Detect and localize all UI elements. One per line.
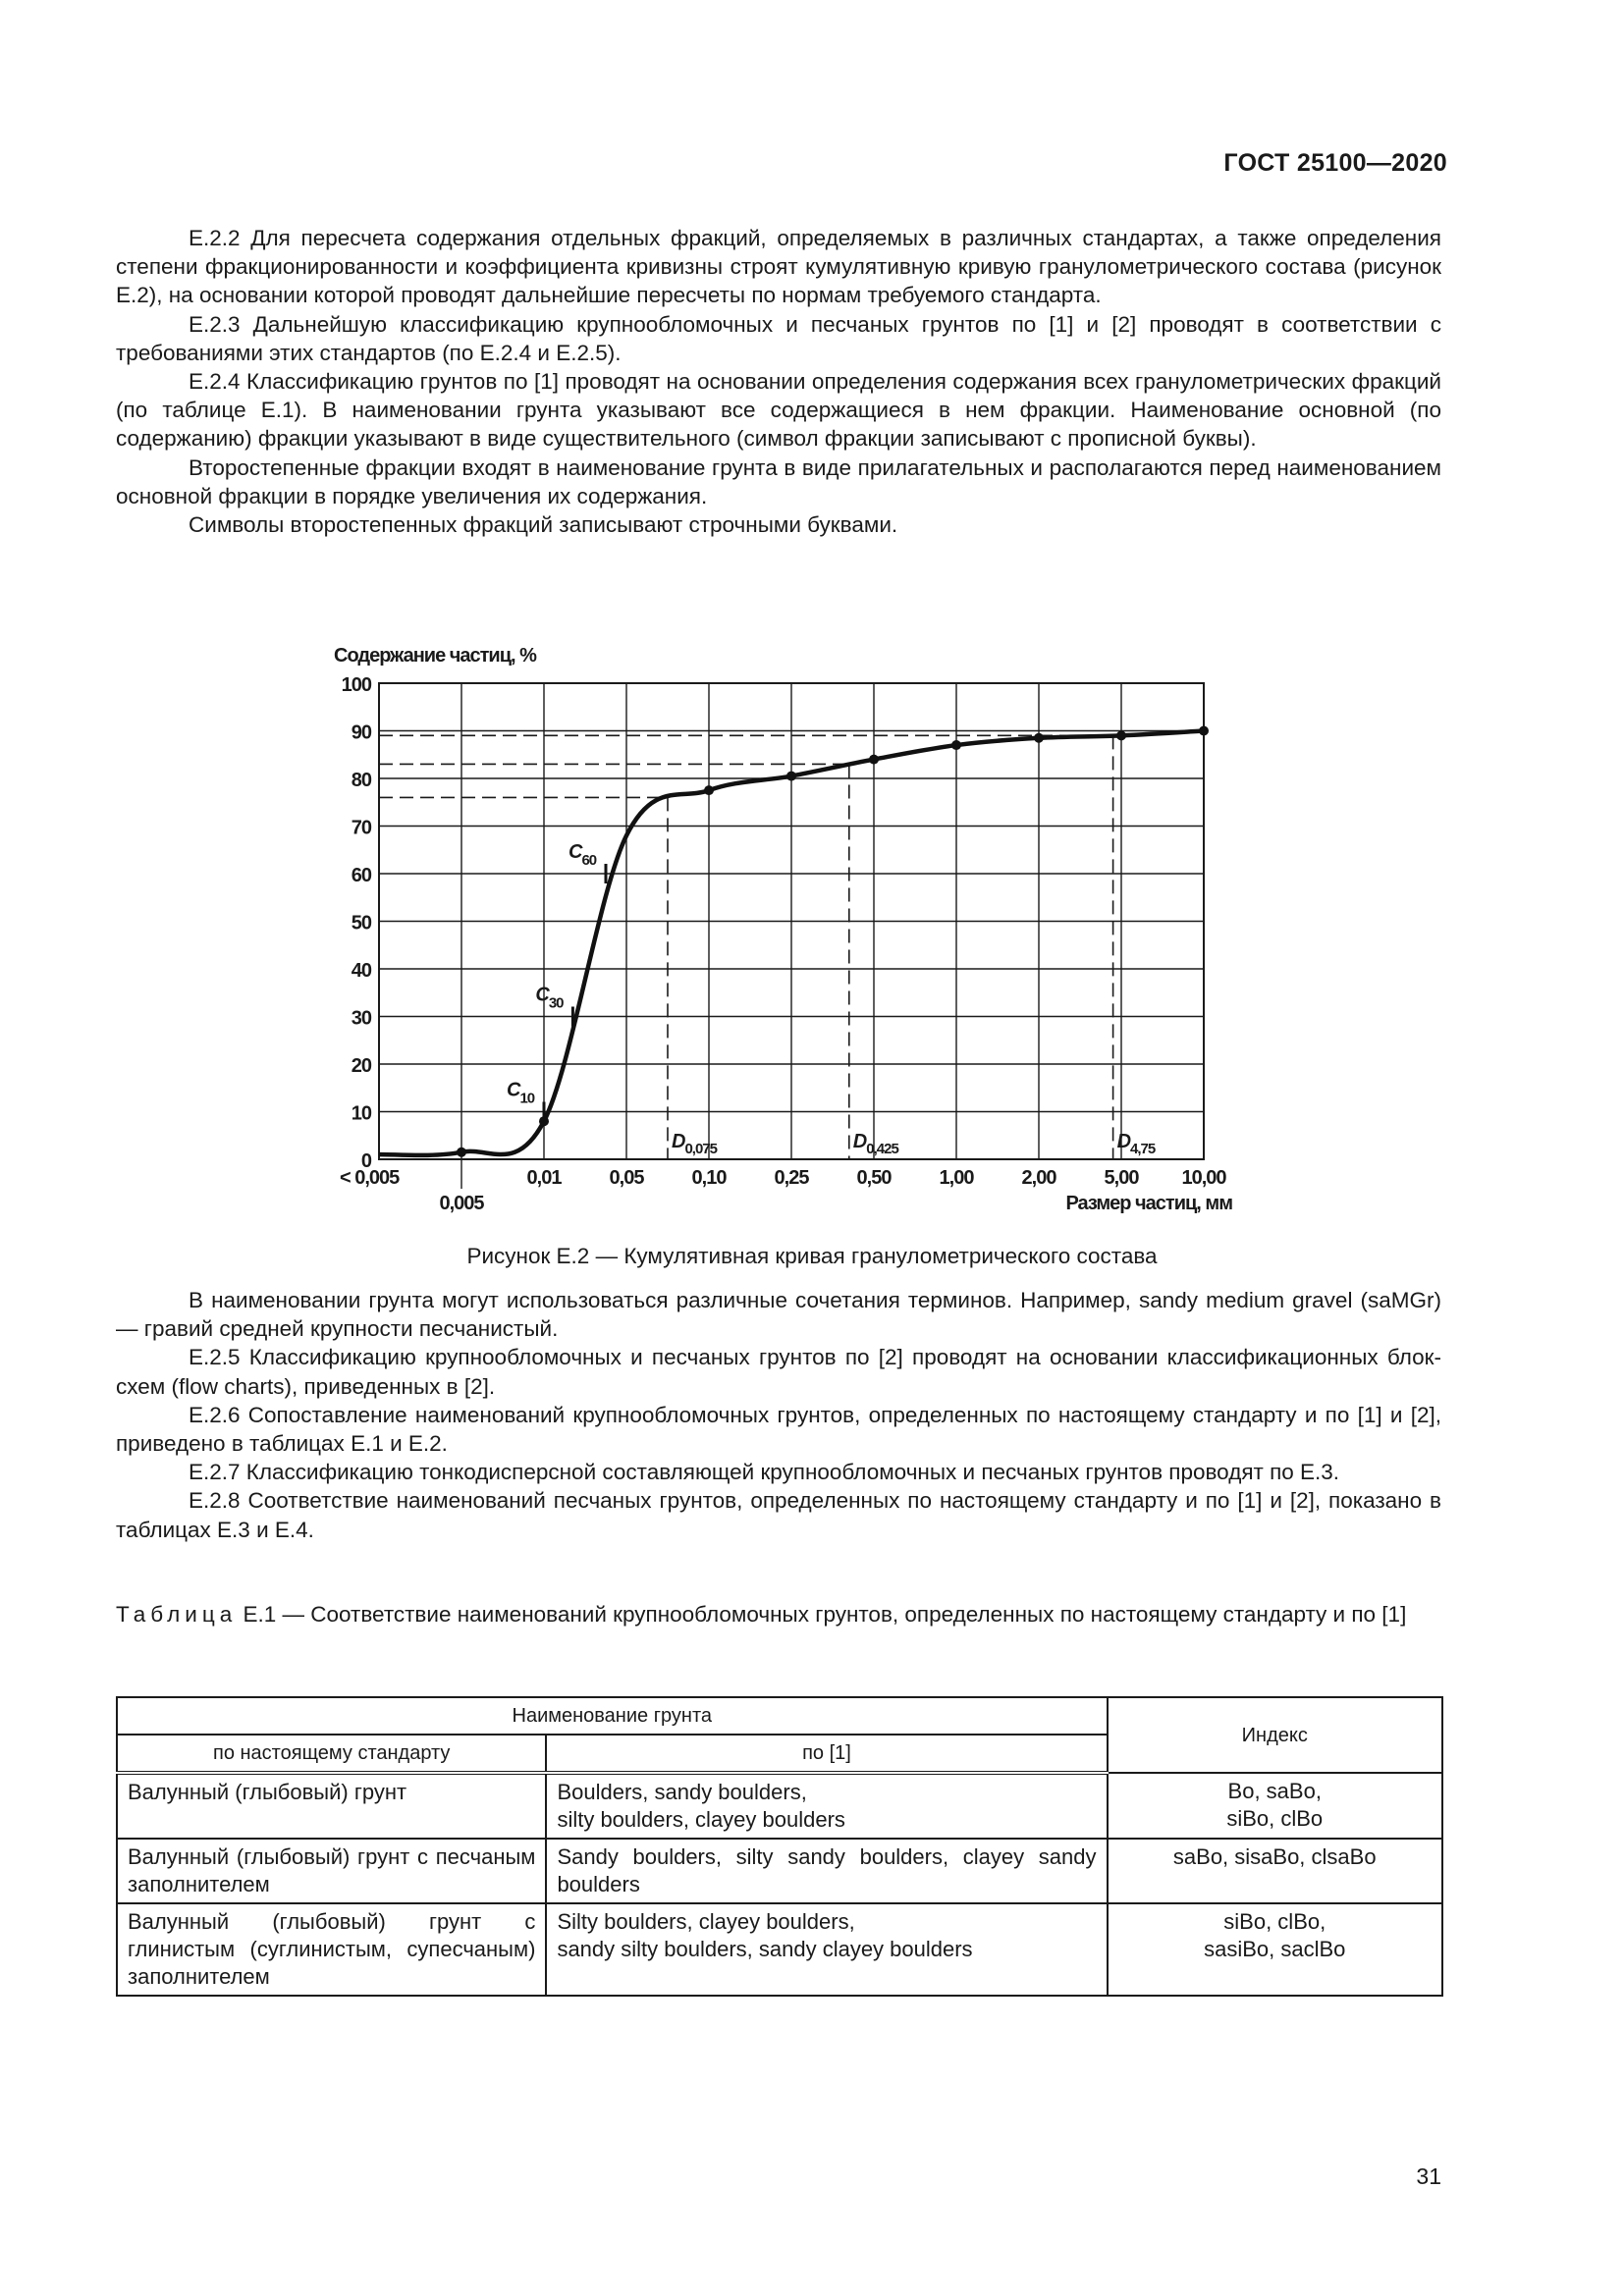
document-header: ГОСТ 25100—2020 bbox=[1223, 149, 1447, 177]
x-tick-label: 1,00 bbox=[939, 1167, 974, 1189]
paragraph: Е.2.2 Для пересчета содержания отдельных фракций, определяемых в различных стандартах, а также определения степени фракционированности и коэффициента кривизны строят кумулятивную кривую гранулометрического состава (рисунок Е.2), на основании которой проводят дальнейшие пересчеты по нормам требуемого стандарта. bbox=[116, 226, 1441, 308]
table-head-index: Индекс bbox=[1108, 1697, 1443, 1773]
guide-label-sub: 0,425 bbox=[866, 1141, 898, 1157]
y-tick-label: 90 bbox=[351, 721, 371, 744]
marker-label: $C_{60}$ bbox=[568, 841, 597, 869]
paragraph: Символы второстепенных фракций записывают строчными буквами. bbox=[189, 512, 898, 538]
marker-label-sub: 30 bbox=[548, 994, 564, 1012]
paragraph: Е.2.8 Соответствие наименований песчаных грунтов, определенных по настоящему стандарту и по [1] и [2], показано в таблицах Е.3 и Е.4. bbox=[116, 1488, 1441, 1542]
data-point bbox=[869, 755, 879, 765]
paragraph: Е.2.3 Дальнейшую классификацию крупнообломочных и песчаных грунтов по [1] и [2] проводят в соответствии с требованиями этих стандартов (по Е.2.4 и Е.2.5). bbox=[116, 311, 1441, 365]
guide-label: $D_{0,425}$ bbox=[852, 1131, 898, 1157]
data-point bbox=[704, 785, 714, 795]
cell-ours: Валунный (глыбовый) грунт с песчаным заполнителем bbox=[117, 1839, 546, 1903]
paragraph: Второстепенные фракции входят в наименование грунта в виде прилагательных и располагаются перед наименованием основной фракции в порядке увеличения их содержания. bbox=[116, 454, 1441, 508]
paragraph: Е.2.6 Сопоставление наименований крупнообломочных грунтов, определенных по настоящему стандарту и по [1] и [2], приведено в таблицах Е.1 и Е.2. bbox=[116, 1402, 1441, 1457]
table-row bbox=[117, 1839, 1442, 1903]
y-tick-label: 80 bbox=[351, 770, 371, 791]
x-tick-label: 0,25 bbox=[774, 1167, 809, 1189]
table-row bbox=[117, 1903, 1442, 1996]
y-tick-label: 10 bbox=[351, 1102, 371, 1125]
table-row bbox=[117, 1773, 1442, 1839]
x-tick-label: 0,50 bbox=[856, 1167, 892, 1189]
guide-label: $D_{0,075}$ bbox=[672, 1131, 717, 1157]
x-tick-label: 0,01 bbox=[526, 1167, 562, 1189]
cell-ours: Валунный (глыбовый) грунт с глинистым (суглинистым, супесчаным) заполнителем bbox=[117, 1903, 546, 1996]
y-tick-label: 70 bbox=[351, 817, 371, 839]
x-tick-label: 2,00 bbox=[1021, 1167, 1056, 1189]
data-point bbox=[951, 740, 961, 750]
x-tick-label: 0,05 bbox=[609, 1167, 644, 1189]
y-tick-label: 30 bbox=[351, 1007, 371, 1030]
y-axis-title: Содержание частиц, % bbox=[334, 645, 536, 667]
cumulative-curve-chart bbox=[295, 618, 1257, 1237]
guide-label-sub: 4,75 bbox=[1130, 1141, 1156, 1157]
y-tick-label: 60 bbox=[351, 865, 371, 886]
x-tick-label: < 0,005 bbox=[340, 1167, 400, 1189]
cell-index: Bo, saBo, siBo, clBo bbox=[1108, 1773, 1443, 1839]
x-tick-label: 5,00 bbox=[1104, 1167, 1139, 1189]
data-point bbox=[457, 1148, 466, 1157]
y-tick-label: 40 bbox=[351, 960, 371, 982]
y-tick-label: 0 bbox=[360, 1150, 371, 1172]
classification-table bbox=[116, 1696, 1443, 1997]
guide-label-sub: 0,075 bbox=[684, 1141, 717, 1157]
data-point bbox=[1199, 726, 1209, 736]
chart-svg bbox=[295, 618, 1257, 1237]
marker-label-sub: 60 bbox=[581, 852, 597, 869]
data-point bbox=[786, 772, 796, 781]
x-axis-title: Размер частиц, мм bbox=[1065, 1193, 1232, 1214]
figure-caption: Рисунок Е.2 — Кумулятивная кривая гранулометрического состава bbox=[466, 1244, 1158, 1268]
paragraph: Е.2.5 Классификацию крупнообломочных и песчаных грунтов по [2] проводят на основании классификационных блок-схем (flow charts), приведенных в [2]. bbox=[116, 1345, 1441, 1399]
table-head-ours: по настоящему стандарту bbox=[117, 1735, 546, 1773]
table-caption-label: Таблица bbox=[116, 1602, 238, 1627]
table-head-group: Наименование грунта bbox=[117, 1697, 1108, 1735]
guide-label: $D_{4,75}$ bbox=[1116, 1131, 1156, 1157]
data-point bbox=[1034, 733, 1044, 743]
cell-ref: Sandy boulders, silty sandy boulders, clayey sandy boulders bbox=[546, 1839, 1107, 1903]
y-tick-label: 100 bbox=[341, 674, 371, 696]
y-tick-label: 20 bbox=[351, 1055, 371, 1077]
x-tick-label: 10,00 bbox=[1181, 1167, 1226, 1189]
body-text-top bbox=[116, 224, 1441, 539]
table-head-ref: по [1] bbox=[546, 1735, 1107, 1773]
y-tick-label: 50 bbox=[351, 912, 371, 934]
cell-index: siBo, clBo, sasiBo, saclBo bbox=[1108, 1903, 1443, 1996]
cell-ours: Валунный (глыбовый) грунт bbox=[117, 1773, 546, 1839]
cell-ref: Silty boulders, clayey boulders, sandy silty boulders, sandy clayey boulders bbox=[546, 1903, 1107, 1996]
x-tick-label: 0,10 bbox=[691, 1167, 727, 1189]
marker-label-sub: 10 bbox=[519, 1090, 535, 1107]
marker-label: $C_{10}$ bbox=[507, 1079, 535, 1107]
body-text-bottom bbox=[116, 1286, 1441, 1544]
paragraph: Е.2.7 Классификацию тонкодисперсной составляющей крупнообломочных и песчаных грунтов проводят по Е.3. bbox=[189, 1460, 1340, 1485]
paragraph: Е.2.4 Классификацию грунтов по [1] проводят на основании определения содержания всех гранулометрических фракций (по таблице Е.1). В наименовании грунта указывают все содержащиеся в нем фракции. Наименование основной (по содержанию) фракции указывают в виде существительного (символ фракции записывают с прописной буквы). bbox=[116, 369, 1441, 452]
cell-index: saBo, sisaBo, clsaBo bbox=[1108, 1839, 1443, 1903]
marker-label: $C_{30}$ bbox=[535, 984, 564, 1012]
cell-ref: Boulders, sandy boulders, silty boulders, clayey boulders bbox=[546, 1773, 1107, 1839]
table-caption bbox=[116, 1600, 1441, 1629]
data-point bbox=[1116, 730, 1126, 740]
page-number: 31 bbox=[1416, 2163, 1441, 2189]
table-caption-text: Е.1 — Соответствие наименований крупнообломочных грунтов, определенных по настоящему стандарту и по [1] bbox=[237, 1602, 1407, 1627]
x-tick-label: 0,005 bbox=[439, 1193, 484, 1214]
paragraph: В наименовании грунта могут использоваться различные сочетания терминов. Например, sandy medium gravel (saMGr) — гравий средней крупности песчанистый. bbox=[116, 1288, 1441, 1342]
